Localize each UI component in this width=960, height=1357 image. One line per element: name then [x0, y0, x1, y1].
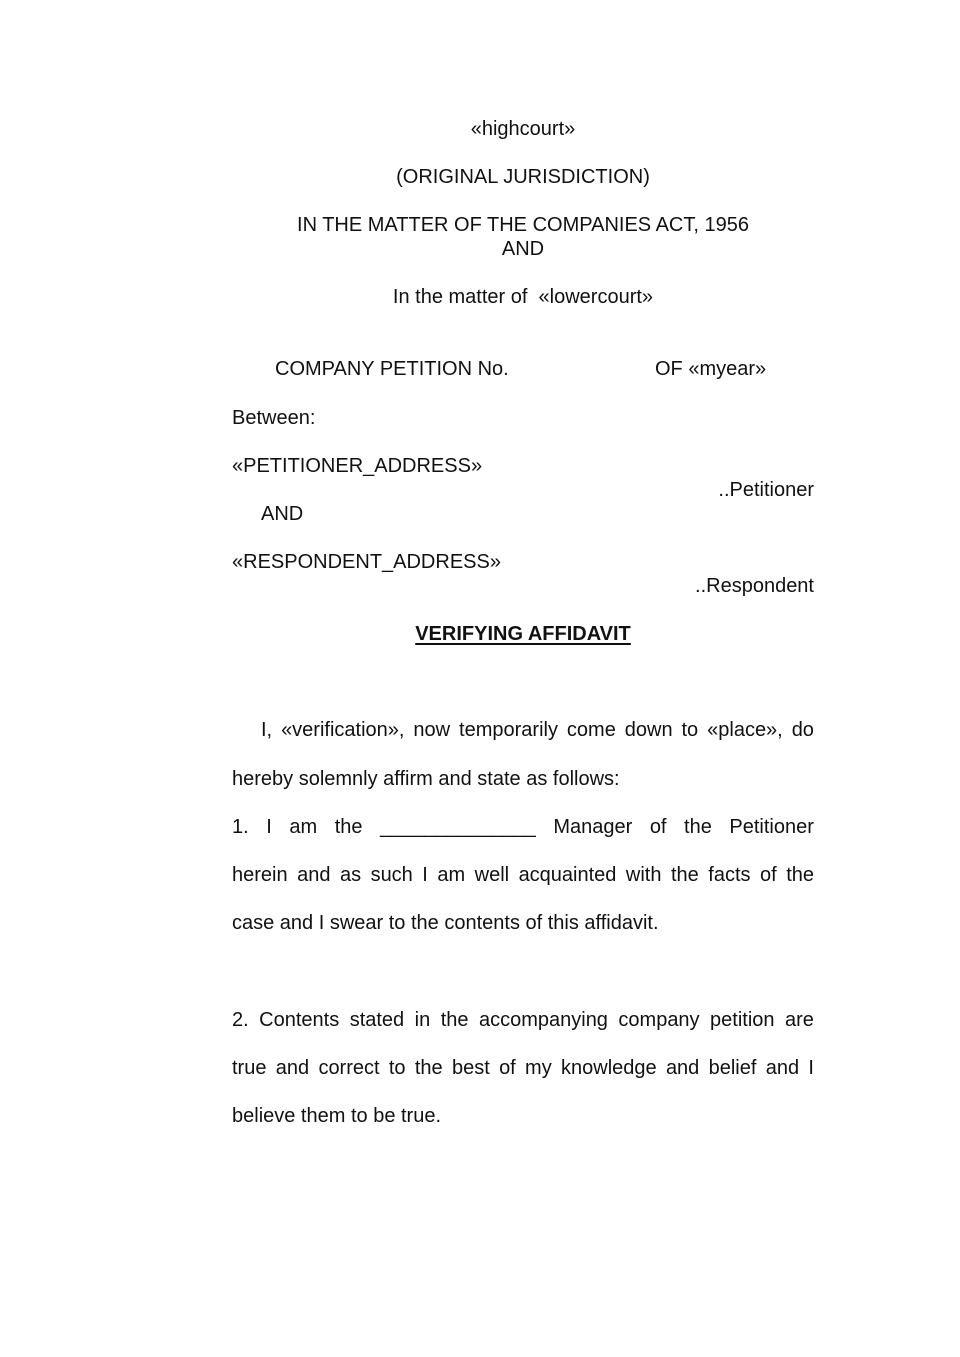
- jurisdiction: (ORIGINAL JURISDICTION): [396, 166, 650, 188]
- word: belief: [708, 1057, 757, 1079]
- respondent-address: «RESPONDENT_ADDRESS»: [232, 551, 501, 573]
- item-1-line-3: case and I swear to the contents of this affidavit.: [232, 912, 659, 934]
- word: are: [785, 1009, 814, 1031]
- word: the: [414, 1057, 443, 1079]
- word: the: [786, 864, 814, 886]
- word: best: [451, 1057, 490, 1079]
- matter-and: AND: [501, 238, 545, 260]
- word: company: [618, 1009, 700, 1031]
- word: and: [297, 864, 331, 886]
- word: Manager: [553, 816, 633, 838]
- respondent-role: ..Respondent: [695, 575, 814, 597]
- word: to: [388, 1057, 406, 1079]
- petitioner-address: «PETITIONER_ADDRESS»: [232, 455, 483, 477]
- word: petition: [710, 1009, 775, 1031]
- word: as: [339, 864, 362, 886]
- word: such: [370, 864, 413, 886]
- word: accompanying: [478, 1009, 608, 1031]
- item-2-line-3: believe them to be true.: [232, 1105, 442, 1127]
- word: correct: [318, 1057, 380, 1079]
- word: Contents: [259, 1009, 340, 1031]
- word: I: [266, 816, 272, 838]
- word: do: [791, 719, 814, 741]
- word: Petitioner: [729, 816, 814, 838]
- word: am: [289, 816, 318, 838]
- word: the: [440, 1009, 469, 1031]
- between-label: Between:: [232, 407, 316, 429]
- word: my: [525, 1057, 552, 1079]
- word: the: [670, 864, 699, 886]
- word: well: [474, 864, 510, 886]
- word: 2.: [232, 1009, 249, 1031]
- intro-line-1: [261, 718, 814, 742]
- word: with: [625, 864, 662, 886]
- petition-year-label: OF «myear»: [655, 358, 767, 380]
- petitioner-role: ..Petitioner: [718, 479, 814, 501]
- word: the: [684, 816, 712, 838]
- word: the: [334, 816, 363, 838]
- word: true: [232, 1057, 267, 1079]
- word: and: [765, 1057, 800, 1079]
- word: facts: [708, 864, 751, 886]
- word: herein: [232, 864, 288, 886]
- word: of: [760, 864, 777, 886]
- word: I,: [261, 719, 273, 741]
- word: knowledge: [561, 1057, 657, 1079]
- word: in: [414, 1009, 431, 1031]
- item-2-line-2: [232, 1056, 814, 1080]
- word: 1.: [232, 816, 249, 838]
- word: I: [808, 1057, 814, 1079]
- word: now: [413, 719, 451, 741]
- word: down: [624, 719, 673, 741]
- word: stated: [349, 1009, 405, 1031]
- intro-line-2: hereby solemnly affirm and state as follows:: [232, 768, 620, 790]
- word: and: [665, 1057, 700, 1079]
- word: acquainted: [518, 864, 617, 886]
- item-2-line-1: [232, 1008, 814, 1032]
- parties-and: AND: [261, 503, 304, 525]
- petition-number-label: COMPANY PETITION No.: [275, 358, 509, 380]
- word: come: [566, 719, 616, 741]
- word: «place»,: [707, 719, 783, 741]
- matter-of: In the matter of «lowercourt»: [392, 286, 654, 308]
- word: I: [422, 864, 428, 886]
- word: and: [275, 1057, 310, 1079]
- word: am: [437, 864, 466, 886]
- matter-act: IN THE MATTER OF THE COMPANIES ACT, 1956: [297, 214, 749, 236]
- word: «verification»,: [281, 719, 405, 741]
- word: of: [649, 816, 667, 838]
- word: to: [681, 719, 699, 741]
- item-1-line-1: [232, 815, 814, 839]
- word: ______________: [380, 816, 536, 838]
- word: of: [499, 1057, 516, 1079]
- word: temporarily: [459, 719, 558, 741]
- item-1-line-2: [232, 863, 814, 887]
- court-name: «highcourt»: [470, 118, 576, 140]
- affidavit-title: VERIFYING AFFIDAVIT: [415, 623, 631, 645]
